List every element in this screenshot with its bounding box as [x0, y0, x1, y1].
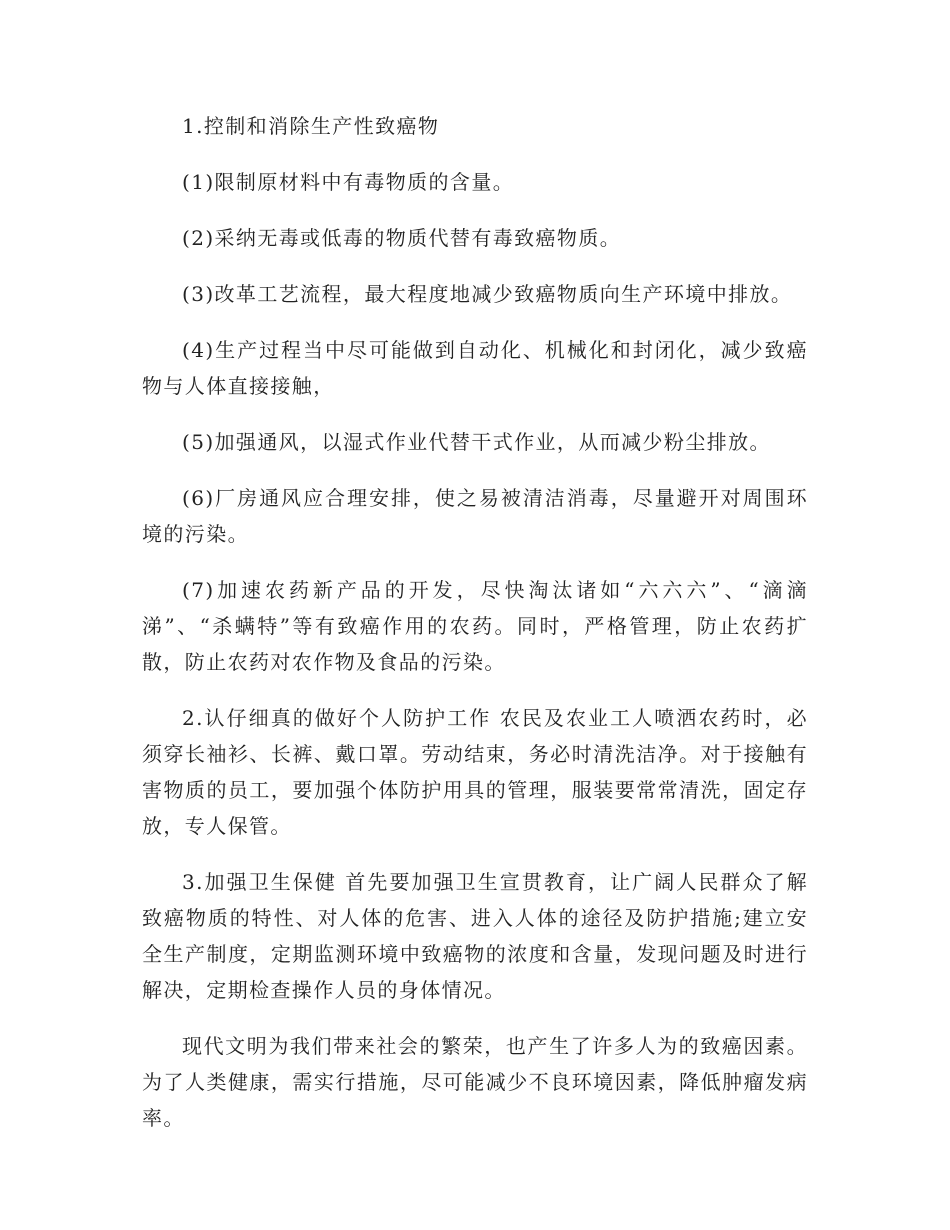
- heading-control-carcinogens: 1.控制和消除生产性致癌物: [182, 114, 440, 138]
- item-6-factory-layout: (6)厂房通风应合理安排，使之易被清洁消毒，尽量避开对周围环境的污染。: [142, 486, 808, 546]
- item-2-substitute-materials: (2)采纳无毒或低毒的物质代替有毒致癌物质。: [182, 226, 622, 250]
- section-2-personal-protection: 2.认仔细真的做好个人防护工作 农民及农业工人喷洒农药时，必须穿长袖衫、长裤、戴口罩。劳动结束，务必时清洗洁净。对于接触有害物质的员工，要加强个体防护用具的管理，服装要常常清洗，固定存放，专人保管。: [142, 706, 808, 838]
- section-3-health-care: 3.加强卫生保健 首先要加强卫生宣贯教育，让广阔人民群众了解致癌物质的特性、对人体的危害、进入人体的途径及防护措施;建立安全生产制度，定期监测环境中致癌物的浓度和含量，发现问题及时进行解决，定期检查操作人员的身体情况。: [142, 870, 808, 1002]
- item-4-automation: (4)生产过程当中尽可能做到自动化、机械化和封闭化，减少致癌物与人体直接接触，: [142, 338, 808, 398]
- closing-paragraph: 现代文明为我们带来社会的繁荣，也产生了许多人为的致癌因素。为了人类健康，需实行措施，尽可能减少不良环境因素，降低肿瘤发病率。: [142, 1034, 808, 1130]
- item-1-limit-toxic-content: (1)限制原材料中有毒物质的含量。: [182, 170, 515, 194]
- item-7-pesticides: (7)加速农药新产品的开发，尽快淘汰诸如“六六六”、“滴滴涕”、“杀螨特”等有致癌作用的农药。同时，严格管理，防止农药扩散，防止农药对农作物及食品的污染。: [142, 578, 808, 674]
- item-3-reform-process: (3)改革工艺流程，最大程度地减少致癌物质向生产环境中排放。: [182, 282, 793, 306]
- item-5-ventilation: (5)加强通风，以湿式作业代替干式作业，从而减少粉尘排放。: [182, 430, 771, 454]
